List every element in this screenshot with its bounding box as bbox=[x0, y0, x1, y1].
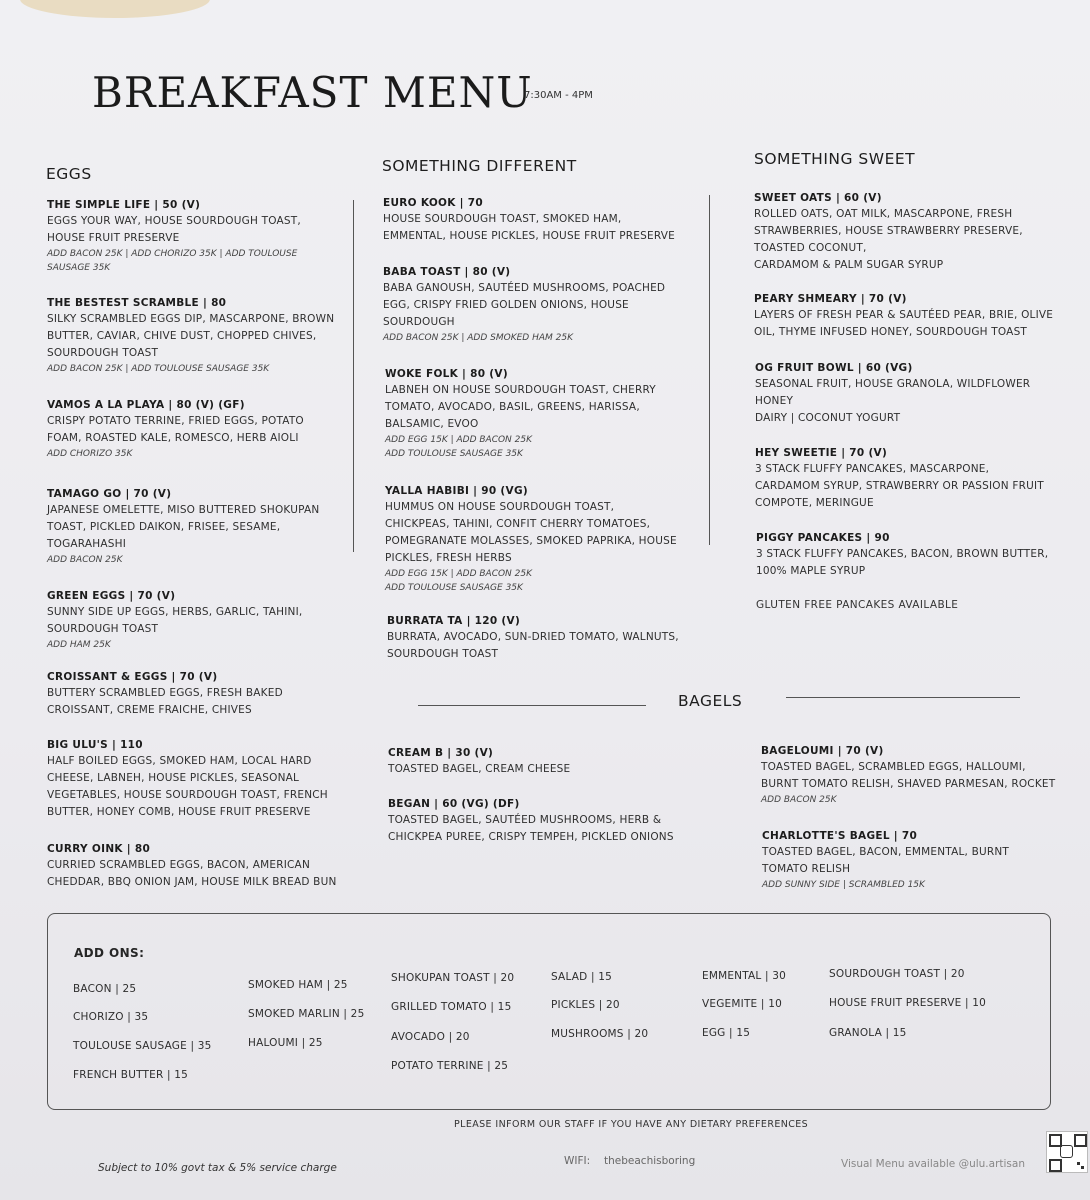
menu-item bbox=[388, 797, 674, 846]
menu-item bbox=[388, 746, 570, 778]
item-desc: TOMATO, AVOCADO, BASIL, GREENS, HARISSA, bbox=[385, 401, 640, 413]
item-desc: TOASTED BAGEL, SCRAMBLED EGGS, HALLOUMI, bbox=[761, 761, 1026, 773]
item-desc: EGG, CRISPY FRIED GOLDEN ONIONS, HOUSE bbox=[383, 299, 629, 311]
item-desc: VEGETABLES, HOUSE SOURDOUGH TOAST, FRENCH bbox=[47, 789, 328, 801]
item-desc: JAPANESE OMELETTE, MISO BUTTERED SHOKUPAN bbox=[47, 504, 320, 516]
item-desc: SOURDOUGH bbox=[383, 316, 455, 328]
item-desc: TOGARAHASHI bbox=[47, 538, 126, 550]
item-desc: HUMMUS ON HOUSE SOURDOUGH TOAST, bbox=[385, 501, 615, 513]
add-on-item: CHORIZO | 35 bbox=[73, 1011, 149, 1023]
item-extra: ADD EGG 15K | ADD BACON 25K bbox=[385, 435, 533, 445]
menu-item bbox=[47, 198, 301, 275]
item-name: HEY SWEETIE | 70 (V) bbox=[755, 447, 888, 459]
menu-item bbox=[47, 842, 337, 891]
item-desc: BALSAMIC, EVOO bbox=[385, 418, 479, 430]
menu-item bbox=[383, 265, 665, 345]
menu-item bbox=[385, 484, 677, 595]
bagels-heading: BAGELS bbox=[678, 692, 743, 710]
item-desc: 3 STACK FLUFFY PANCAKES, BACON, BROWN BUTTER, bbox=[756, 548, 1049, 560]
menu-item bbox=[761, 744, 1055, 807]
add-on-item: SMOKED HAM | 25 bbox=[248, 979, 348, 991]
item-extra: SAUSAGE 35K bbox=[47, 263, 111, 273]
add-on-item: GRILLED TOMATO | 15 bbox=[391, 1001, 512, 1013]
add-on-item: PICKLES | 20 bbox=[551, 999, 620, 1011]
item-desc: SOURDOUGH TOAST bbox=[47, 623, 159, 635]
menu-item bbox=[47, 398, 304, 461]
bagels-rule-left bbox=[418, 705, 646, 706]
instagram-icon bbox=[1060, 1145, 1073, 1158]
add-on-item: GRANOLA | 15 bbox=[829, 1027, 907, 1039]
item-desc: TOASTED BAGEL, SAUTÉED MUSHROOMS, HERB & bbox=[388, 814, 662, 826]
item-name: CREAM B | 30 (V) bbox=[388, 747, 494, 759]
item-desc: BUTTERY SCRAMBLED EGGS, FRESH BAKED bbox=[47, 687, 283, 699]
item-name: EURO KOOK | 70 bbox=[383, 197, 483, 209]
item-desc: STRAWBERRIES, HOUSE STRAWBERRY PRESERVE, bbox=[754, 225, 1023, 237]
menu-item bbox=[47, 487, 319, 567]
item-name: PEARY SHMEARY | 70 (V) bbox=[754, 293, 907, 305]
paper-stain bbox=[20, 0, 210, 18]
item-desc: CHICKPEA PUREE, CRISPY TEMPEH, PICKLED ONIONS bbox=[388, 831, 674, 843]
item-desc: SUNNY SIDE UP EGGS, HERBS, GARLIC, TAHINI, bbox=[47, 606, 303, 618]
item-extra: ADD TOULOUSE SAUSAGE 35K bbox=[385, 449, 523, 459]
add-on-item: BACON | 25 bbox=[73, 983, 137, 995]
item-desc: LABNEH ON HOUSE SOURDOUGH TOAST, CHERRY bbox=[385, 384, 656, 396]
item-name: CROISSANT & EGGS | 70 (V) bbox=[47, 671, 218, 683]
dietary-note: PLEASE INFORM OUR STAFF IF YOU HAVE ANY DIETARY PREFERENCES bbox=[454, 1119, 809, 1130]
item-extra: ADD BACON 25K | ADD CHORIZO 35K | ADD TOULOUSE bbox=[47, 249, 298, 259]
item-desc: 3 STACK FLUFFY PANCAKES, MASCARPONE, bbox=[755, 463, 990, 475]
item-name: BURRATA TA | 120 (V) bbox=[387, 615, 521, 627]
qr-finder bbox=[1074, 1134, 1087, 1147]
item-desc: PICKLES, FRESH HERBS bbox=[385, 552, 512, 564]
menu-item bbox=[754, 191, 1023, 274]
item-desc: HOUSE FRUIT PRESERVE bbox=[47, 232, 180, 244]
item-desc: EMMENTAL, HOUSE PICKLES, HOUSE FRUIT PRESERVE bbox=[383, 230, 675, 242]
menu-item bbox=[387, 614, 679, 663]
item-desc: TOASTED BAGEL, CREAM CHEESE bbox=[388, 763, 571, 775]
menu-title: BREAKFAST MENU bbox=[92, 68, 533, 117]
item-extra: ADD EGG 15K | ADD BACON 25K bbox=[385, 569, 533, 579]
item-extra: ADD TOULOUSE SAUSAGE 35K bbox=[385, 583, 523, 593]
tax-note: Subject to 10% govt tax & 5% service charge bbox=[98, 1162, 337, 1174]
item-desc: TOASTED BAGEL, BACON, EMMENTAL, BURNT bbox=[762, 846, 1010, 858]
add-on-item: SALAD | 15 bbox=[551, 971, 612, 983]
item-desc: BUTTER, CAVIAR, CHIVE DUST, CHOPPED CHIVES, bbox=[47, 330, 317, 342]
add-on-item: POTATO TERRINE | 25 bbox=[391, 1060, 509, 1072]
item-desc: HONEY bbox=[755, 395, 794, 407]
item-desc: SOURDOUGH TOAST bbox=[387, 648, 499, 660]
item-desc: CRISPY POTATO TERRINE, FRIED EGGS, POTATO bbox=[47, 415, 304, 427]
add-ons-heading: ADD ONS: bbox=[74, 946, 145, 960]
add-ons-box bbox=[47, 913, 1051, 1110]
item-name: CURRY OINK | 80 bbox=[47, 843, 151, 855]
add-on-item: SOURDOUGH TOAST | 20 bbox=[829, 968, 965, 980]
gluten-free-note: GLUTEN FREE PANCAKES AVAILABLE bbox=[756, 599, 959, 611]
item-name: VAMOS A LA PLAYA | 80 (V) (GF) bbox=[47, 399, 245, 411]
item-name: YALLA HABIBI | 90 (VG) bbox=[385, 485, 528, 497]
item-desc: EGGS YOUR WAY, HOUSE SOURDOUGH TOAST, bbox=[47, 215, 301, 227]
item-desc: LAYERS OF FRESH PEAR & SAUTÉED PEAR, BRIE, OLIVE bbox=[754, 309, 1054, 321]
item-desc: DAIRY | COCONUT YOGURT bbox=[755, 412, 901, 424]
menu-item bbox=[47, 296, 334, 376]
item-name: TAMAGO GO | 70 (V) bbox=[47, 488, 172, 500]
item-name: GREEN EGGS | 70 (V) bbox=[47, 590, 176, 602]
add-on-item: EGG | 15 bbox=[702, 1027, 751, 1039]
visual-menu-note: Visual Menu available @ulu.artisan bbox=[841, 1158, 1025, 1170]
item-desc: CARDAMOM & PALM SUGAR SYRUP bbox=[754, 259, 944, 271]
add-on-item: FRENCH BUTTER | 15 bbox=[73, 1069, 189, 1081]
menu-item bbox=[756, 531, 1048, 580]
item-name: BAGELOUMI | 70 (V) bbox=[761, 745, 884, 757]
item-desc: BABA GANOUSH, SAUTÉED MUSHROOMS, POACHED bbox=[383, 282, 666, 294]
item-extra: ADD BACON 25K bbox=[47, 555, 123, 565]
add-on-item: HOUSE FRUIT PRESERVE | 10 bbox=[829, 997, 987, 1009]
column-divider-right bbox=[709, 195, 710, 545]
item-desc: CARDAMOM SYRUP, STRAWBERRY OR PASSION FRUIT bbox=[755, 480, 1044, 492]
wifi-label: WIFI: bbox=[564, 1155, 591, 1167]
qr-code[interactable] bbox=[1046, 1131, 1088, 1173]
menu-item bbox=[755, 446, 1044, 512]
add-on-item: TOULOUSE SAUSAGE | 35 bbox=[73, 1040, 212, 1052]
add-on-item: HALOUMI | 25 bbox=[248, 1037, 323, 1049]
something-sweet-heading: SOMETHING SWEET bbox=[754, 150, 916, 168]
menu-item bbox=[47, 670, 283, 719]
column-divider-left bbox=[353, 200, 354, 552]
item-name: OG FRUIT BOWL | 60 (VG) bbox=[755, 362, 913, 374]
eggs-heading: EGGS bbox=[46, 165, 92, 183]
menu-item bbox=[47, 738, 328, 821]
item-extra: ADD BACON 25K bbox=[761, 795, 837, 805]
item-name: BEGAN | 60 (VG) (DF) bbox=[388, 798, 520, 810]
item-desc: CURRIED SCRAMBLED EGGS, BACON, AMERICAN bbox=[47, 859, 310, 871]
add-on-item: VEGEMITE | 10 bbox=[702, 998, 782, 1010]
item-extra: ADD SUNNY SIDE | SCRAMBLED 15K bbox=[762, 880, 925, 890]
item-desc: POMEGRANATE MOLASSES, SMOKED PAPRIKA, HOUSE bbox=[385, 535, 677, 547]
something-different-heading: SOMETHING DIFFERENT bbox=[382, 157, 577, 175]
add-on-item: EMMENTAL | 30 bbox=[702, 970, 787, 982]
item-name: BIG ULU'S | 110 bbox=[47, 739, 143, 751]
bagels-rule-right bbox=[786, 697, 1020, 698]
item-extra: ADD CHORIZO 35K bbox=[47, 449, 133, 459]
item-name: THE BESTEST SCRAMBLE | 80 bbox=[47, 297, 227, 309]
item-desc: BURNT TOMATO RELISH, SHAVED PARMESAN, ROCKET bbox=[761, 778, 1056, 790]
add-on-item: AVOCADO | 20 bbox=[391, 1031, 470, 1043]
item-desc: CHICKPEAS, TAHINI, CONFIT CHERRY TOMATOES, bbox=[385, 518, 651, 530]
qr-dot bbox=[1081, 1166, 1084, 1169]
menu-item bbox=[383, 196, 675, 245]
item-name: THE SIMPLE LIFE | 50 (V) bbox=[47, 199, 201, 211]
menu-item bbox=[755, 361, 1030, 427]
item-desc: TOMATO RELISH bbox=[762, 863, 851, 875]
item-desc: TOAST, PICKLED DAIKON, FRISEE, SESAME, bbox=[47, 521, 281, 533]
item-desc: HALF BOILED EGGS, SMOKED HAM, LOCAL HARD bbox=[47, 755, 312, 767]
item-desc: ROLLED OATS, OAT MILK, MASCARPONE, FRESH bbox=[754, 208, 1013, 220]
item-desc: CHEESE, LABNEH, HOUSE PICKLES, SEASONAL bbox=[47, 772, 300, 784]
item-desc: HOUSE SOURDOUGH TOAST, SMOKED HAM, bbox=[383, 213, 622, 225]
item-desc: COMPOTE, MERINGUE bbox=[755, 497, 874, 509]
item-extra: ADD BACON 25K | ADD TOULOUSE SAUSAGE 35K bbox=[47, 364, 270, 374]
add-on-item: MUSHROOMS | 20 bbox=[551, 1028, 649, 1040]
item-name: PIGGY PANCAKES | 90 bbox=[756, 532, 890, 544]
add-on-item: SMOKED MARLIN | 25 bbox=[248, 1008, 365, 1020]
item-desc: 100% MAPLE SYRUP bbox=[756, 565, 866, 577]
add-on-item: SHOKUPAN TOAST | 20 bbox=[391, 972, 515, 984]
item-desc: SOURDOUGH TOAST bbox=[47, 347, 159, 359]
item-name: WOKE FOLK | 80 (V) bbox=[385, 368, 508, 380]
qr-dot bbox=[1077, 1162, 1080, 1165]
item-name: SWEET OATS | 60 (V) bbox=[754, 192, 882, 204]
item-desc: FOAM, ROASTED KALE, ROMESCO, HERB AIOLI bbox=[47, 432, 299, 444]
wifi-password: thebeachisboring bbox=[604, 1155, 696, 1167]
item-desc: SILKY SCRAMBLED EGGS DIP, MASCARPONE, BROWN bbox=[47, 313, 335, 325]
menu-item bbox=[47, 589, 302, 652]
item-desc: CROISSANT, CREME FRAICHE, CHIVES bbox=[47, 704, 252, 716]
item-desc: OIL, THYME INFUSED HONEY, SOURDOUGH TOAST bbox=[754, 326, 1028, 338]
item-desc: BURRATA, AVOCADO, SUN-DRIED TOMATO, WALNUTS, bbox=[387, 631, 679, 643]
menu-item bbox=[762, 829, 1009, 892]
menu-item bbox=[385, 367, 656, 461]
opening-hours: 7:30AM - 4PM bbox=[524, 90, 593, 101]
item-desc: TOASTED COCONUT, bbox=[754, 242, 867, 254]
item-desc: BUTTER, HONEY COMB, HOUSE FRUIT PRESERVE bbox=[47, 806, 311, 818]
item-desc: SEASONAL FRUIT, HOUSE GRANOLA, WILDFLOWER bbox=[755, 378, 1031, 390]
menu-item bbox=[754, 292, 1053, 341]
item-name: CHARLOTTE'S BAGEL | 70 bbox=[762, 830, 918, 842]
item-desc: CHEDDAR, BBQ ONION JAM, HOUSE MILK BREAD BUN bbox=[47, 876, 337, 888]
item-extra: ADD BACON 25K | ADD SMOKED HAM 25K bbox=[383, 333, 574, 343]
qr-finder bbox=[1049, 1159, 1062, 1172]
item-extra: ADD HAM 25K bbox=[47, 640, 111, 650]
item-name: BABA TOAST | 80 (V) bbox=[383, 266, 511, 278]
